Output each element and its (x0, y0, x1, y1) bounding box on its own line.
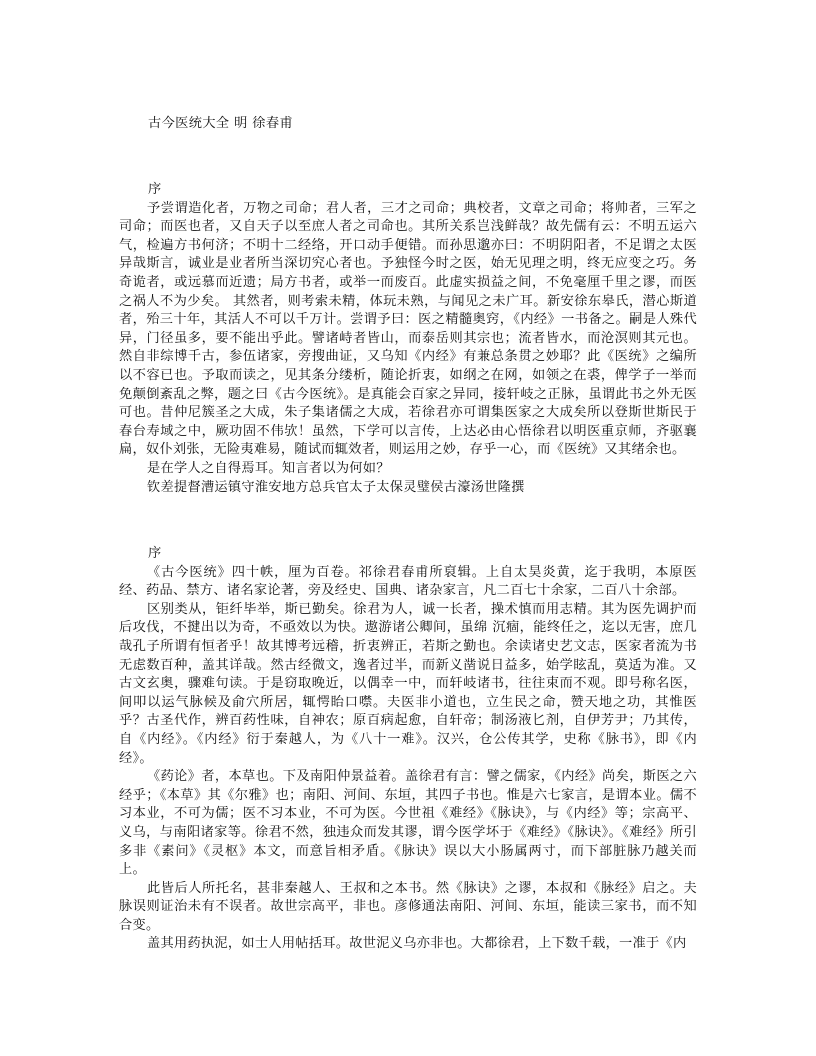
preface-1-paragraph: 予尝谓造化者，万物之司命；君人者，三才之司命；典校者，文章之司命；将帅者，三军之司命；而医也者，又自天子以至庶人者之司命也。其所关系岂浅鲜哉？故先儒有云：不明五运六气，检遍方书何济；不明十二经络，开口动手便错。而孙思邈亦曰：不明阴阳者，不足谓之太医异哉斯言，诚业是业者所当深切究心者也。予独怪今时之医，始无见理之明，终无应变之巧。务奇诡者，或远慕而近遗；局方书者，或举一而废百。此虚实损益之间，不免毫厘千里之谬，而医之祸人不为少矣。 其然者，则考索未精，体玩未熟，与闻见之未广耳。新安徐东皋氏，潜心斯道者，殆三十年，其活人不可以千万计。尝谓予曰：医之精髓奥窍，《内经》一书备之。嗣是人殊代异，门径虽多，要不能出乎此。譬诸峙者皆山，而泰岳则其宗也；流者皆水，而沧溟则其元也。然自非综博千古，参伍诸家，旁搜曲证，又乌知《内经》有兼总条贯之妙耶？此《医统》之编所以不容已也。予取而读之，见其条分缕析，随论折衷，如纲之在网，如领之在裘，俾学子一举而免颠倒紊乱之弊，题之曰《古今医统》。是真能会百家之异同，接轩岐之正脉，虽谓此书之外无医可也。昔仲尼簇圣之大成，朱子集诸儒之大成，若徐君亦可谓集医家之大成矣所以登斯世斯民于春台寿域之中，厥功固不伟欤！虽然，下学可以言传，上达必由心悟徐君以明医重京师，齐驱襄扁，奴仆刘张，无险夷难易，随试而辄效者，则运用之妙，存乎一心，而《医统》又其绪余也。 (119, 200, 697, 458)
preface-1-heading: 序 (148, 182, 162, 197)
preface-2-paragraph: 《药论》者，本草也。下及南阳仲景益着。盖徐君有言：譬之儒家，《内经》尚矣，斯医之六经乎；《本草》其《尔雅》也；南阳、河间、东垣，其四子书也。惟是六七家言，是谓本业。儒不习本业，不可为儒；医不习本业，不可为医。今世祖《难经》《脉诀》，与《内经》等；宗高平、义乌，与南阳诸家等。徐君不然，独违众而发其谬，谓今医学坏于《难经》《脉诀》。《难经》所引多非《素问》《灵枢》本文，而意旨相矛盾。《脉诀》误以大小肠属两寸，而下部脏脉乃越关而上。 (119, 769, 697, 878)
preface-1-signature: 钦差提督漕运镇守淮安地方总兵官太子太保灵璧侯古濠汤世隆撰 (147, 479, 525, 495)
preface-2-paragraph: 盖其用药执泥，如士人用帖括耳。故世泥义乌亦非也。大都徐君，上下数千载，一准于《内 (147, 936, 687, 952)
preface-2-paragraph: 《古今医统》四十帙，厘为百卷。祁徐君春甫所裒辑。上自太昊炎黄，迄于我明，本原医经、药品、禁方、诸名家论著，旁及经史、国典、诸杂家言，凡二百七十余家，二百八十余部。 (119, 564, 697, 599)
document-title: 古今医统大全 明 徐春甫 (148, 116, 294, 131)
preface-section-2 (119, 545, 697, 954)
preface-2-paragraph: 区别类从，钜纤毕举，斯已勤矣。徐君为人，诚一长者，操术慎而用志精。其为医先调护而后攻伐，不揵出以为奇，不亟效以为快。遨游诸公卿间，虽绵 沉痼，能终任之，迄以无害，庶几哉孔子所谓有恒者乎！故其博考远稽，折衷辨正，若斯之勤也。余读诸史艺文志，医家者流为书无虑数百种，盖其详哉。然古经微文，逸者过半，而新义凿说日益多，始学眩乱，莫适为准。又古文玄奥，骤难句读。于是窃取晚近，以偶幸一中，而轩岐诸书，往往束而不观。即号称名医，间叩以运气脉候及俞穴所居，辄愕眙口噤。夫医非小道也，立生民之命，赞天地之功，其惟医乎？古圣代作，辨百药性味，自神农；原百病起愈，自轩帝；制汤液匕剂，自伊芳尹；乃其传，自《内经》。《内经》衍于秦越人，为《八十一难》。汉兴，仓公传其学，史称《脉书》，即《内经》。 (119, 601, 697, 766)
preface-2-heading: 序 (148, 546, 162, 561)
preface-1-paragraph: 是在学人之自得焉耳。知言者以为何如？ (147, 460, 390, 476)
preface-2-paragraph: 此皆后人所托名，甚非秦越人、王叔和之本书。然《脉诀》之谬，本叔和《脉经》启之。夫脉误则证治未有不误者。故世宗高平，非也。彦修通法南阳、河间、东垣，能读三家书，而不知合变。 (119, 880, 697, 933)
preface-section-1 (119, 181, 697, 497)
